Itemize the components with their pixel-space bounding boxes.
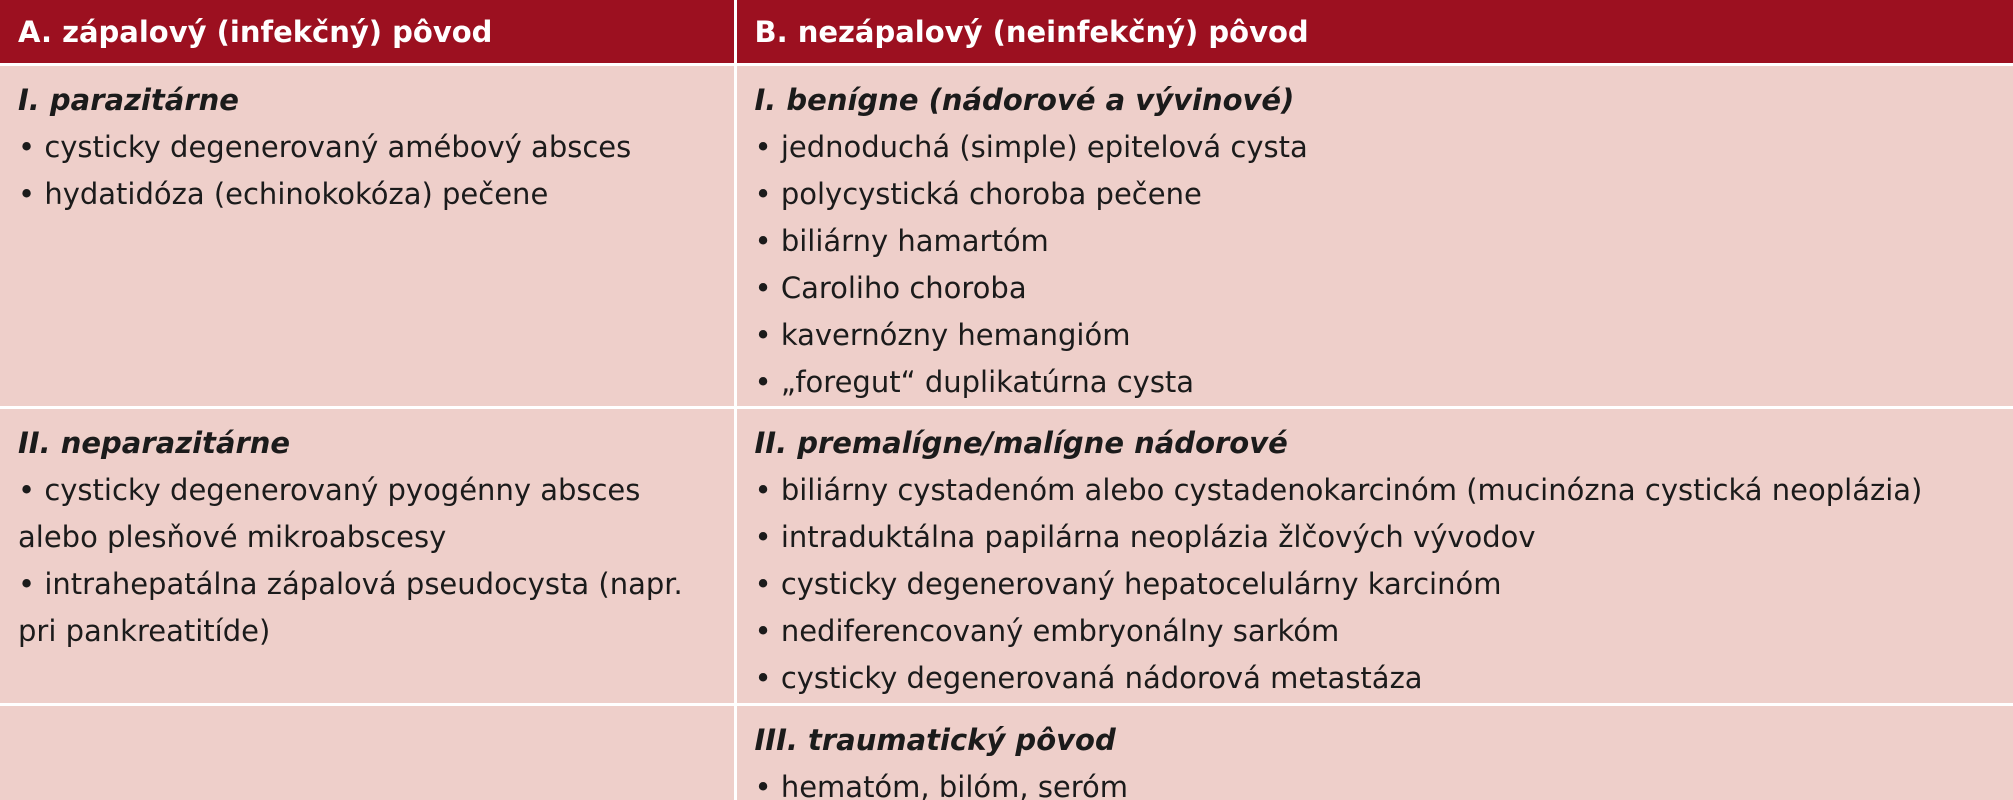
list-item: • Caroliho choroba (754, 271, 1027, 305)
list-item: • hematóm, bilóm, seróm (754, 770, 1129, 800)
table-row (0, 65, 2013, 408)
list-item: • biliárny cystadenóm alebo cystadenokarcinóm (mucinózna cystická neoplázia) (754, 473, 1923, 507)
cell-empty (0, 705, 735, 800)
cell-nonparasitic (0, 408, 735, 705)
list-item: • cysticky degenerovaný pyogénny absces alebo plesňové mikroabscesy (18, 473, 641, 554)
cell-benign (735, 65, 2013, 408)
section-title: II. premalígne/malígne nádorové (754, 426, 1288, 460)
cell-traumatic (735, 705, 2013, 800)
list-item: • jednoduchá (simple) epitelová cysta (754, 130, 1308, 164)
section-title: I. benígne (nádorové a vývinové) (754, 83, 1295, 117)
table-row (0, 408, 2013, 705)
list-item: • cysticky degenerovaná nádorová metastáza (754, 661, 1423, 695)
header-noninflammatory-origin: B. nezápalový (neinfekčný) pôvod (735, 0, 2013, 65)
list-item: • intrahepatálna zápalová pseudocysta (napr. pri pankreatitíde) (18, 567, 683, 648)
list-item: • polycystická choroba pečene (754, 177, 1202, 211)
list-item: • biliárny hamartóm (754, 224, 1049, 258)
table-row (0, 705, 2013, 800)
list-item: • hydatidóza (echinokokóza) pečene (18, 177, 549, 211)
list-item: • nediferencovaný embryonálny sarkóm (754, 614, 1340, 648)
header-inflammatory-origin: A. zápalový (infekčný) pôvod (0, 0, 735, 65)
section-title: II. neparazitárne (18, 426, 291, 460)
list-item: • cysticky degenerovaný amébový absces (18, 130, 632, 164)
list-item: • intraduktálna papilárna neoplázia žlčových vývodov (754, 520, 1536, 554)
section-title: III. traumatický pôvod (754, 723, 1116, 757)
list-item: • kavernózny hemangióm (754, 318, 1131, 352)
cell-premalignant-malignant (735, 408, 2013, 705)
cell-parasitic (0, 65, 735, 408)
section-title: I. parazitárne (18, 83, 239, 117)
list-item: • „foregut“ duplikatúrna cysta (754, 365, 1195, 399)
header-row (0, 0, 2013, 65)
list-item: • cysticky degenerovaný hepatocelulárny karcinóm (754, 567, 1502, 601)
